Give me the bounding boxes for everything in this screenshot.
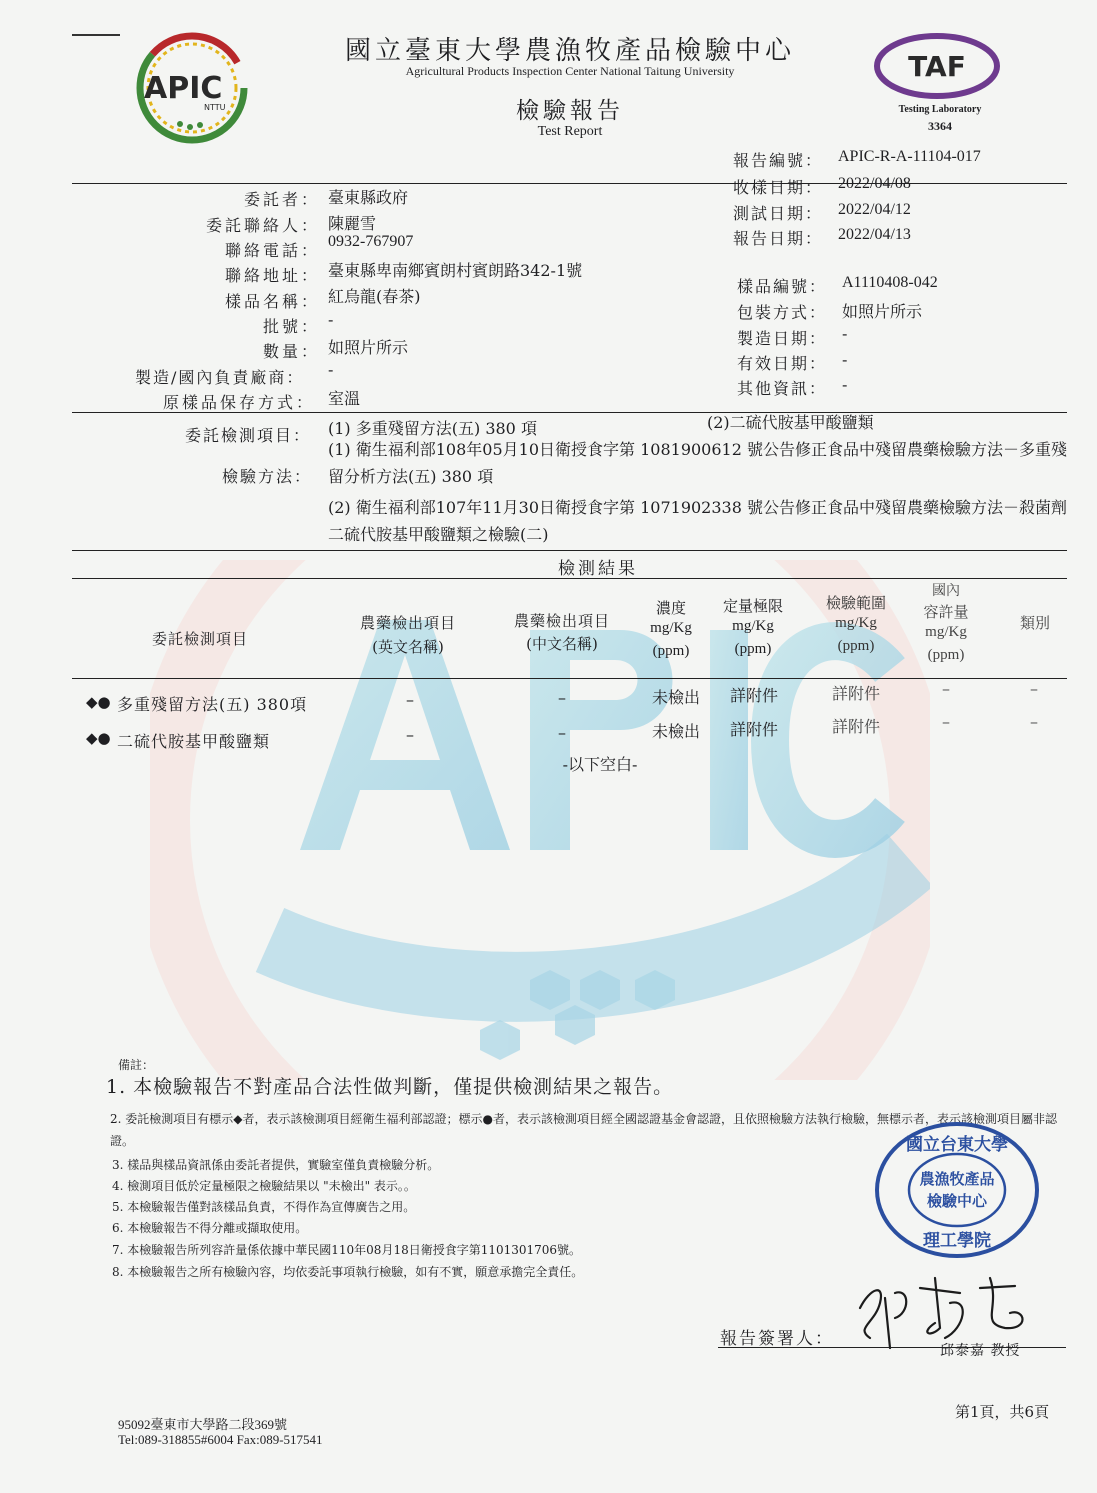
sample-name-value: 紅烏龍(春茶): [328, 287, 421, 306]
row-1-type: –: [1030, 679, 1038, 698]
col-header-zh-1: 農藥檢出項目: [513, 612, 610, 630]
results-title: 檢測結果: [558, 559, 638, 579]
row-2-type: –: [1030, 712, 1038, 731]
contact-person-value: 陳麗雪: [328, 214, 377, 233]
packaging-value: 如照片所示: [842, 302, 923, 321]
col-header-range-2: mg/Kg: [835, 615, 877, 631]
col-header-item: 委託檢測項目: [151, 630, 248, 648]
storage-value: 室溫: [328, 389, 361, 408]
divider-info: [72, 412, 1067, 413]
note-2: 2. 委託檢測項目有標示◆者，表示該檢測項目經衛生福利部認證；標示●者，表示該檢測項目經全國認證基金會認證，且依照檢驗方法執行檢驗，無標示者，表示該檢測項目屬非認證。: [110, 1112, 1057, 1148]
row-2-mrl: –: [942, 712, 950, 731]
quantity-label: 數量：: [262, 342, 320, 361]
packaging-label: 包裝方式：: [737, 303, 828, 322]
row-1-en: –: [406, 690, 414, 709]
methods-label: 檢驗方法：: [222, 467, 313, 486]
row-1-mrl: –: [942, 679, 950, 698]
org-name-zh: 國立臺東大學農漁牧產品檢驗中心: [344, 36, 795, 66]
note-6: 6. 本檢驗報告不得分離或擷取使用。: [112, 1221, 308, 1235]
apic-logo: [130, 32, 252, 144]
phone-value: 0932-767907: [328, 233, 414, 250]
note-3: 3. 樣品與樣品資訊係由委託者提供，實驗室僅負責檢驗分析。: [112, 1158, 440, 1172]
note-7: 7. 本檢驗報告所列容許量係依據中華民國110年08月18日衛授食字第1101301706號。: [112, 1243, 582, 1257]
col-header-en-2: (英文名稱): [372, 638, 444, 656]
report-date-value: 2022/04/13: [838, 226, 911, 243]
test-item-2: (2)二硫代胺基甲酸鹽類: [707, 413, 874, 432]
org-name-en: Agricultural Products Inspection Center National Taitung University: [405, 64, 735, 78]
col-header-conc-3: (ppm): [652, 643, 690, 659]
svg-text:理工學院: 理工學院: [923, 1231, 991, 1251]
other-info-label: 其他資訊：: [737, 379, 828, 398]
row-1-conc: 未檢出: [651, 688, 700, 707]
page-number: 第1頁，共6頁: [955, 1403, 1050, 1421]
svg-text:檢驗中心: 檢驗中心: [926, 1192, 988, 1210]
report-number-label: 報告編號：: [733, 151, 824, 170]
note-5: 5. 本檢驗報告僅對該樣品負責，不得作為宣傳廣告之用。: [112, 1200, 416, 1214]
taf-logo: [872, 30, 1002, 102]
note-1: 1. 本檢驗報告不對產品合法性做判斷，僅提供檢測結果之報告。: [106, 1076, 674, 1098]
test-items-label: 委託檢測項目：: [185, 426, 312, 445]
report-date-label: 報告日期：: [733, 229, 824, 248]
sample-number-label: 樣品編號：: [737, 277, 828, 296]
col-header-mrl-1: 國內: [932, 583, 960, 599]
col-header-zh-2: (中文名稱): [526, 635, 598, 653]
col-header-type: 類別: [1019, 614, 1050, 632]
row-1-range: 詳附件: [831, 684, 880, 703]
method-1: (1) 衛生福利部108年05月10日衛授食字第 1081900612 號公告修正食品中殘留農藥檢驗方法－多重殘留分析方法(五) 380 項: [328, 440, 1067, 486]
signatory-name: 邱泰嘉 教授: [940, 1343, 1021, 1359]
taf-lab-label: Testing Laboratory: [898, 104, 982, 115]
sample-name-label: 樣品名稱：: [224, 292, 320, 311]
corner-mark: [72, 34, 120, 36]
svg-text:TAF: TAF: [908, 50, 966, 83]
expiry-date-label: 有效日期：: [737, 354, 828, 373]
test-item-1: (1) 多重殘留方法(五) 380 項: [328, 419, 537, 438]
col-header-loq-1: 定量極限: [722, 597, 783, 615]
taf-number: 3364: [928, 119, 952, 133]
col-header-mrl-2: 容許量: [923, 603, 969, 621]
svg-text:APIC: APIC: [144, 71, 223, 106]
row-2-conc: 未檢出: [651, 722, 700, 741]
row-2-zh: –: [558, 723, 566, 742]
method-2: (2) 衛生福利部107年11月30日衛授食字第 1071902338 號公告修正食品中殘留農藥檢驗方法－殺菌劑二硫代胺基甲酸鹽類之檢驗(二): [328, 498, 1067, 544]
col-header-mrl-3: mg/Kg: [925, 624, 967, 640]
received-date-label: 收樣日期：: [733, 178, 824, 197]
manufacturer-value: -: [328, 360, 334, 379]
row-2-mark: ◆●: [86, 729, 111, 747]
divider-results-title: [72, 578, 1067, 579]
row-1-zh: –: [558, 688, 566, 707]
col-header-loq-2: mg/Kg: [732, 618, 774, 634]
col-header-conc-1: 濃度: [655, 599, 686, 617]
col-header-en-1: 農藥檢出項目: [359, 614, 456, 632]
row-1-loq: 詳附件: [729, 686, 778, 705]
manufacture-date-value: -: [842, 324, 848, 343]
quantity-value: 如照片所示: [328, 338, 409, 357]
col-header-range-1: 檢驗範圍: [825, 594, 886, 612]
row-1-item: 多重殘留方法(五) 380項: [117, 695, 308, 714]
client-value: 臺東縣政府: [328, 188, 409, 207]
row-1-mark: ◆●: [86, 693, 111, 711]
col-header-conc-2: mg/Kg: [650, 620, 692, 636]
row-2-range: 詳附件: [831, 717, 880, 736]
expiry-date-value: -: [842, 350, 848, 369]
svg-text:農漁牧產品: 農漁牧產品: [919, 1170, 995, 1188]
note-8: 8. 本檢驗報告之所有檢驗內容，均依委託事項執行檢驗，如有不實，願意承擔完全責任。: [112, 1265, 584, 1279]
address-value: 臺東縣卑南鄉賓朗村賓朗路342-1號: [328, 261, 583, 280]
signatory-label: 報告簽署人：: [720, 1329, 834, 1349]
note-4: 4. 檢測項目低於定量極限之檢驗結果以 "未檢出" 表示。。: [112, 1179, 416, 1193]
phone-label: 聯絡電話：: [224, 241, 320, 260]
row-2-loq: 詳附件: [729, 720, 778, 739]
address-label: 聯絡地址：: [224, 266, 320, 285]
received-date-value: 2022/04/08: [838, 175, 911, 192]
sample-number-value: A1110408-042: [842, 274, 938, 291]
test-date-value: 2022/04/12: [838, 201, 911, 218]
col-header-range-3: (ppm): [837, 638, 875, 654]
manufacturer-label: 製造/國內負責廠商：: [135, 368, 305, 387]
client-label: 委託者：: [243, 190, 320, 209]
notes-title: 備註：: [118, 1058, 155, 1072]
row-2-item: 二硫代胺基甲酸鹽類: [117, 732, 271, 751]
report-title-en: Test Report: [537, 124, 603, 139]
col-header-loq-3: (ppm): [734, 641, 772, 657]
svg-text:國立台東大學: 國立台東大學: [906, 1135, 1008, 1155]
other-info-value: -: [842, 375, 848, 394]
divider-results-top: [72, 550, 1067, 551]
report-number-value: APIC-R-A-11104-017: [838, 148, 981, 165]
contact-person-label: 委託聯絡人：: [205, 216, 320, 235]
divider-top: [72, 183, 1067, 184]
official-stamp: [872, 1120, 1042, 1260]
footer-contact: Tel:089-318855#6004 Fax:089-517541: [118, 1432, 323, 1447]
batch-label: 批號：: [262, 317, 320, 336]
manufacture-date-label: 製造日期：: [737, 329, 828, 348]
blank-below-marker: -以下空白-: [562, 755, 638, 774]
test-date-label: 測試日期：: [733, 204, 824, 223]
storage-label: 原樣品保存方式：: [163, 393, 316, 412]
batch-value: -: [328, 310, 334, 329]
col-header-mrl-4: (ppm): [927, 647, 965, 663]
report-title-zh: 檢驗報告: [516, 98, 624, 124]
row-2-en: –: [406, 725, 414, 744]
svg-text:NTTU: NTTU: [204, 103, 226, 112]
footer-address: 95092臺東市大學路二段369號: [118, 1417, 288, 1432]
